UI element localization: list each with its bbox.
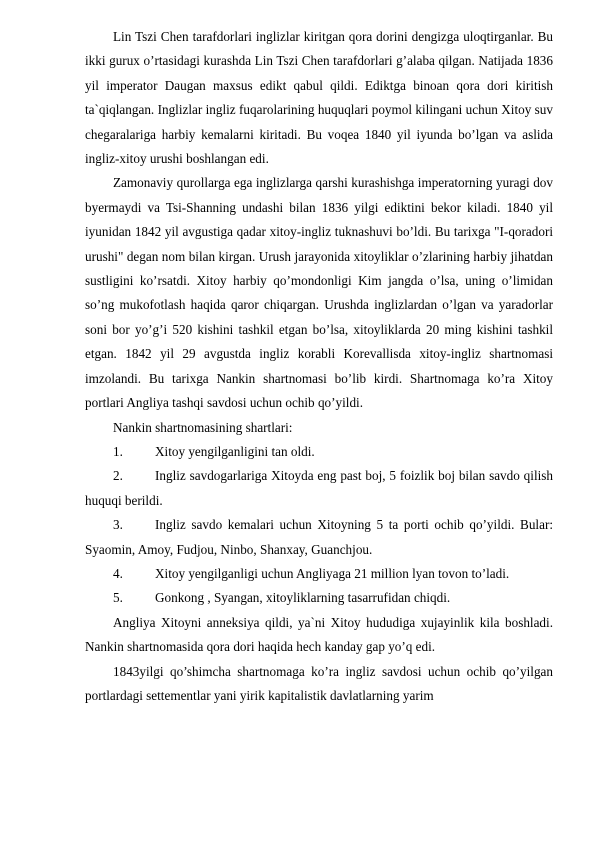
list-item-text: Xitoy yengilganligini tan oldi. <box>155 443 315 459</box>
paragraph-opium-conflict: Lin Tszi Chen tarafdorlari inglizlar kiritgan qora dorini dengizga uloqtirganlar. Bu ikki gurux o’rtasidagi kurashda Lin Tszi Chen tarafdorlari g’alaba qilgan. Natijada 1836 yil imperator Daugan maxsus edikt qabul qildi. Ediktga binoan qora dori kiritish ta`qiqlangan. Inglizlar ingliz fuqarolarining huquqlari poymol kilingani uchun Xitoy suv chegaralariga harbiy kemalarni kiritadi. Bu voqea 1840 yil iyunda bo’lgan va aslida ingliz-xitoy urushi boshlangan edi. <box>85 29 553 167</box>
list-item <box>85 513 553 562</box>
list-item-number: 4. <box>113 565 123 581</box>
list-item <box>85 440 553 464</box>
paragraph-treaty-terms-heading: Nankin shartnomasining shartlari: <box>113 419 293 435</box>
list-item-number: 5. <box>113 590 123 606</box>
list-item-number: 3. <box>113 517 123 533</box>
list-item <box>85 464 553 513</box>
list-item <box>85 586 553 610</box>
list-item-number: 2. <box>113 468 123 484</box>
list-item-text: Ingliz savdo kemalari uchun Xitoyning 5 ta porti ochib qo’yildi. Bular: Syaomin, Amoy, Fudjou, Ninbo, Shanxay, Guanchjou. <box>85 517 553 557</box>
list-item-text: Ingliz savdogarlariga Xitoyda eng past boj, 5 foizlik boj bilan savdo qilish huquqi berildi. <box>85 468 553 508</box>
list-item-text: Xitoy yengilganligi uchun Angliyaga 21 million lyan tovon to’ladi. <box>155 565 510 581</box>
list-item-number: 1. <box>113 443 123 459</box>
paragraph-annexation: Angliya Xitoyni anneksiya qildi, ya`ni Xitoy hududiga xujayinlik kila boshladi. Nankin shartnomasida qora dori haqida hech kanday gap yo’q edi. <box>85 614 553 655</box>
document-page <box>85 25 553 708</box>
list-item-text: Gonkong , Syangan, xitoyliklarning tasarrufidan chiqdi. <box>155 590 451 606</box>
list-item <box>85 562 553 586</box>
paragraph-opium-war: Zamonaviy qurollarga ega inglizlarga qarshi kurashishga imperatorning yuragi dov byermaydi va Tsi-Shanning undashi bilan 1836 yilgi ediktini bekor kiladi. 1840 yil iyunidan 1842 yil avgustiga qadar xitoy-ingliz tuknashuvi bo’ldi. Bu tarixga "I-qoradori urushi" degan nom bilan kirgan. Urush jarayonida xitoyliklar o’zlarining harbiy jihatdan sustligini ko’rsatdi. Xitoy harbiy qo’mondonligi Kim jangda o’lsa, uning o’limidan so’ng mukofotlash haqida qaror chiqargan. Urushda inglizlardan o’lgan va yaradorlar soni bor yo’g’i 520 kishini tashkil etgan bo’lsa, xitoyliklarda 20 ming kishini tashkil etgan. 1842 yil 29 avgustda ingliz korabli Korevallisda xitoy-ingliz shartnomasi imzolandi. Bu tarixga Nankin shartnomasi bo’lib kirdi. Shartnomaga ko’ra Xitoy portlari Angliya tashqi savdosi uchun ochib qo’yildi. <box>85 175 553 411</box>
paragraph-1843-treaty: 1843yilgi qo’shimcha shartnomaga ko’ra ingliz savdosi uchun ochib qo’yilgan portlardagi settementlar yani yirik kapitalistik davlatlarning yarim <box>85 663 553 703</box>
